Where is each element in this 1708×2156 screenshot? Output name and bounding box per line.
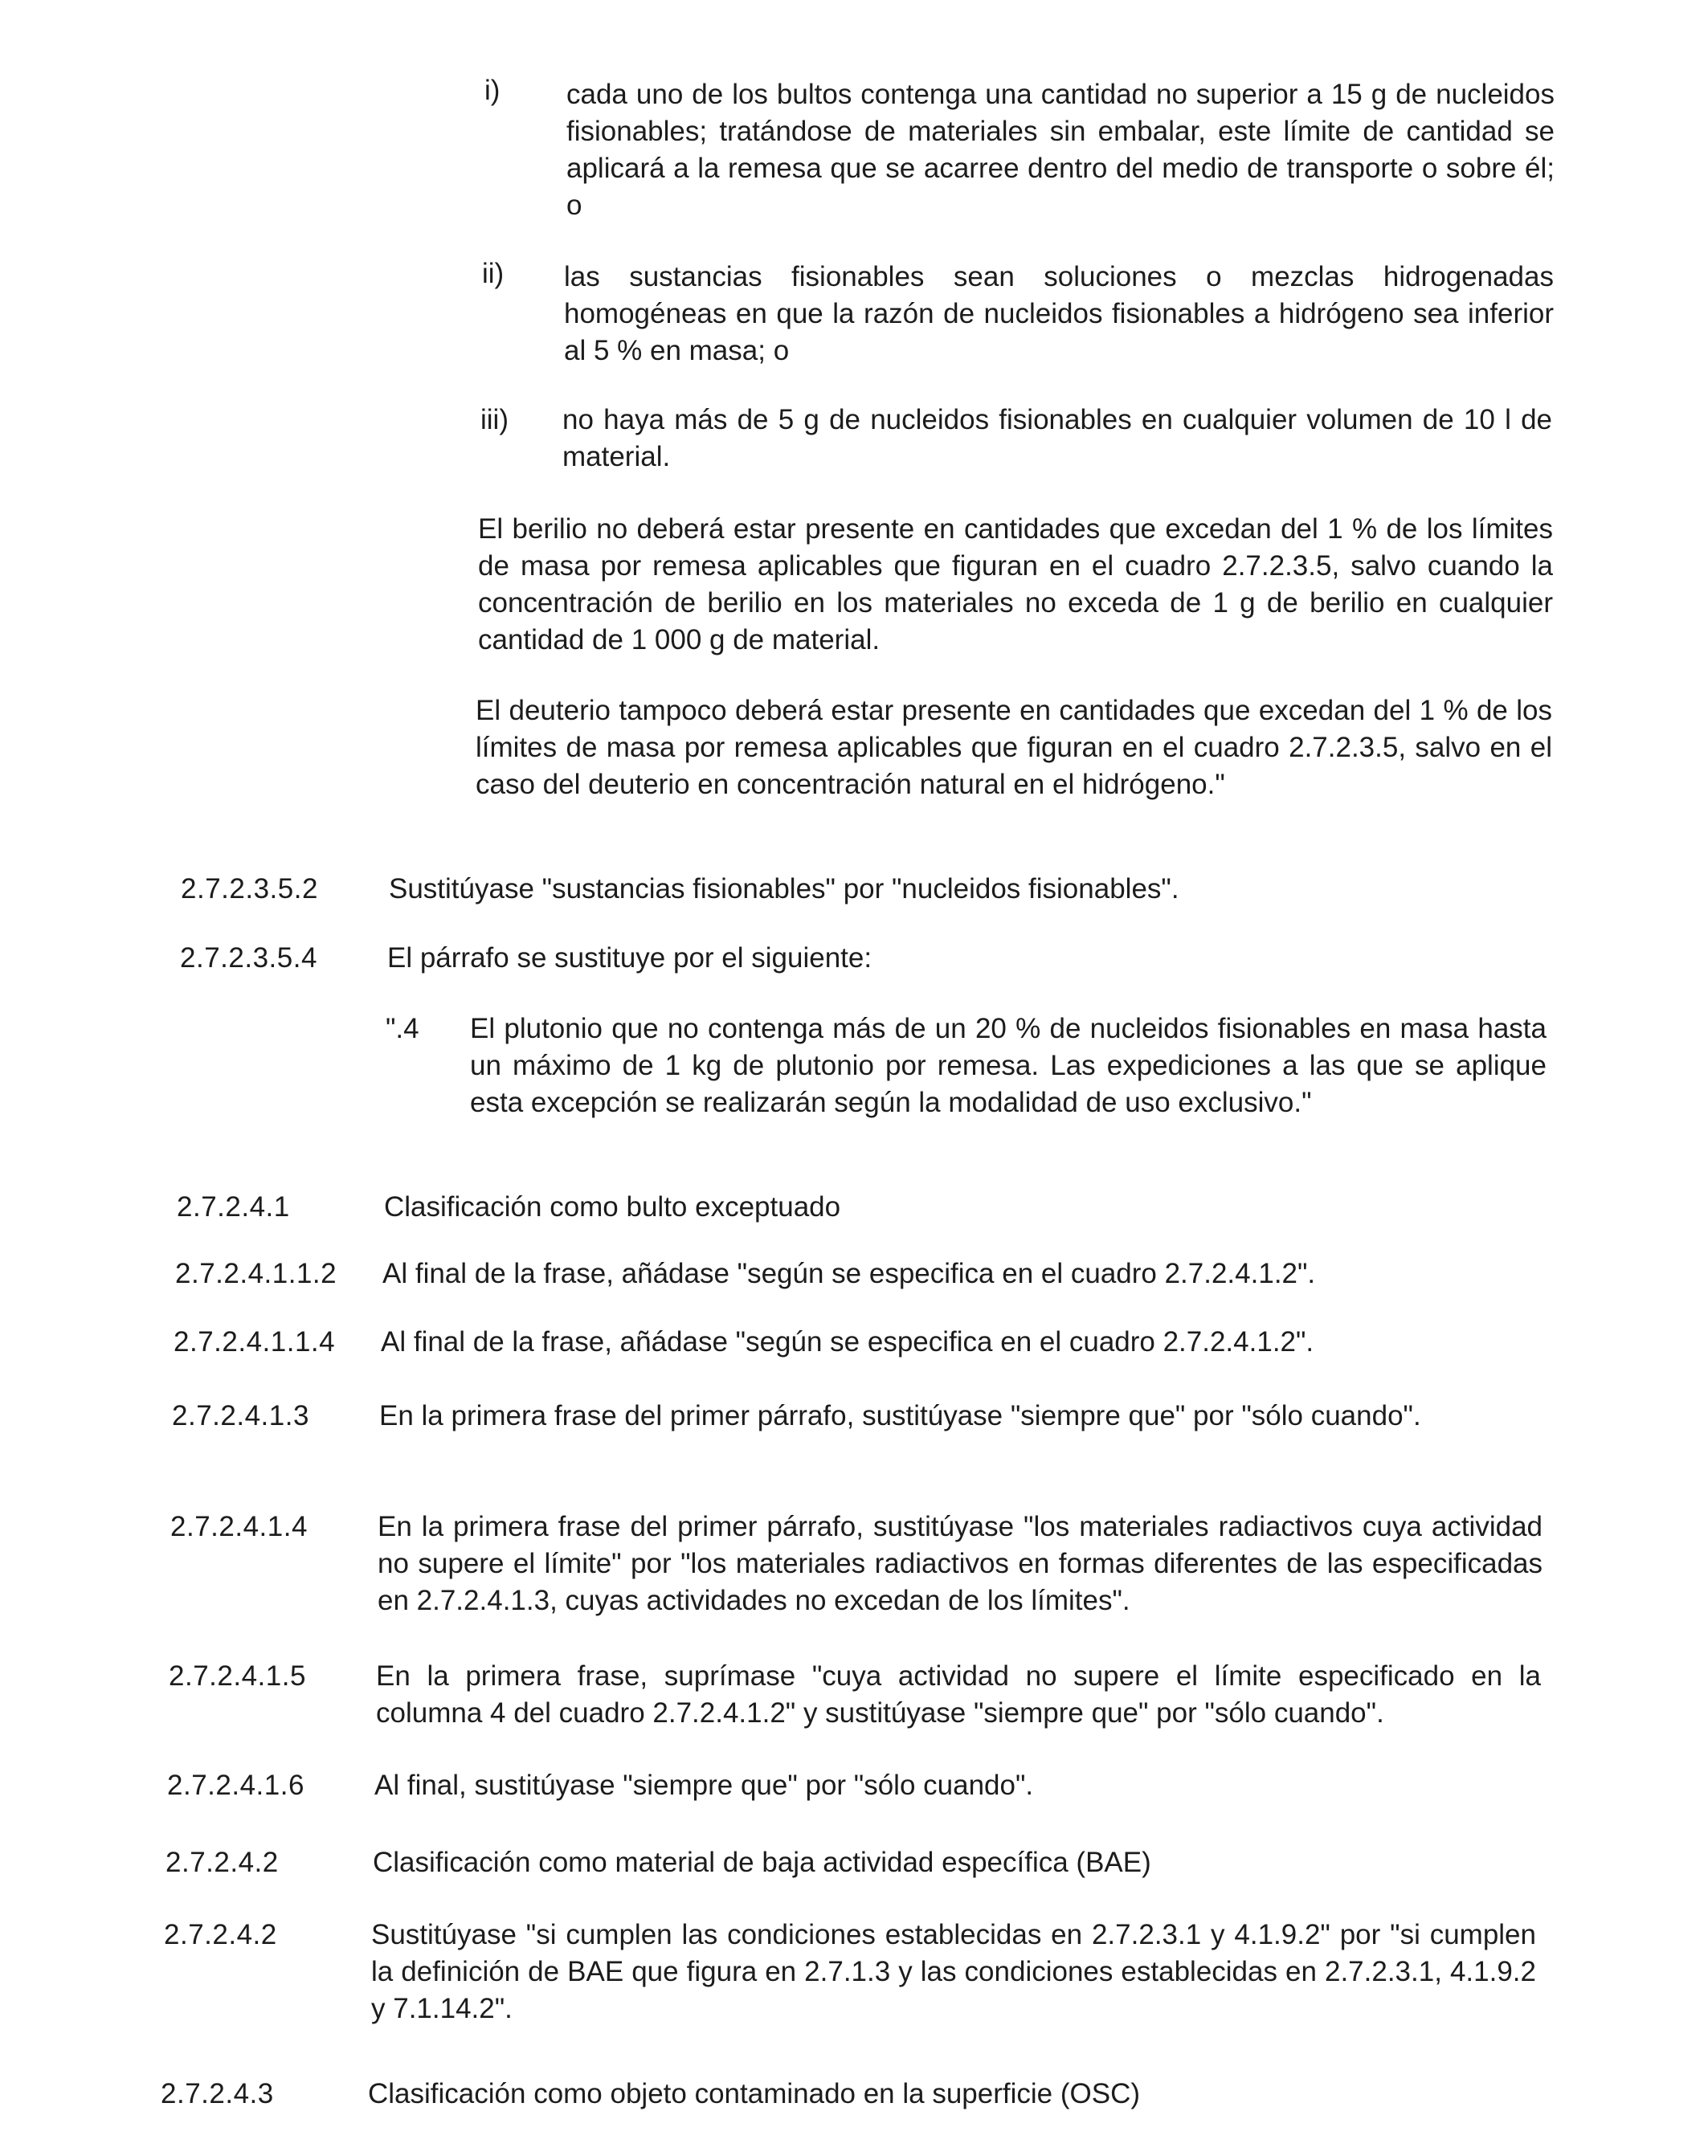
section-number: 2.7.2.4.1.1.2 bbox=[175, 1258, 337, 1289]
section-text: Al final de la frase, añádase "según se especifica en el cuadro 2.7.2.4.1.2". bbox=[382, 1258, 1316, 1289]
paragraph-deuterio: El deuterio tampoco deberá estar presente en cantidades que excedan del 1 % de los límites de masa por remesa aplicables que figuran en el cuadro 2.7.2.3.5, salvo en el caso del deuterio en concentración natural en el hidrógeno." bbox=[476, 695, 1552, 800]
section-number: 2.7.2.4.2 bbox=[165, 1847, 279, 1878]
subitem-text: cada uno de los bultos contenga una cantidad no superior a 15 g de nucleidos fisionables; tratándose de materiales sin embalar, este límite de cantidad se aplicará a la remesa que se acarree dentro del medio de transporte o sobre él; o bbox=[566, 79, 1555, 221]
section-text: En la primera frase del primer párrafo, sustitúyase "los materiales radiactivos cuya actividad no supere el límite" por "los materiales radiactivos en formas diferentes de las especificadas en 2.7.2.4.1.3, cuyas actividades no excedan de los límites". bbox=[378, 1511, 1543, 1616]
section-number: 2.7.2.4.2 bbox=[164, 1919, 277, 1950]
section-text: El párrafo se sustituye por el siguiente: bbox=[387, 942, 872, 974]
section-number: 2.7.2.4.1.4 bbox=[170, 1511, 308, 1542]
paragraph-berilio: El berilio no deberá estar presente en cantidades que excedan del 1 % de los límites de masa por remesa aplicables que figuran en el cuadro 2.7.2.3.5, salvo cuando la concentración de berilio en los materiales no exceda de 1 g de berilio en cualquier cantidad de 1 000 g de material. bbox=[478, 513, 1553, 655]
section-number: 2.7.2.3.5.2 bbox=[181, 873, 318, 904]
subitem-text: no haya más de 5 g de nucleidos fisionables en cualquier volumen de 10 l de material. bbox=[562, 404, 1552, 472]
quote-text: El plutonio que no contenga más de un 20 % de nucleidos fisionables en masa hasta un máximo de 1 kg de plutonio por remesa. Las expediciones a las que se aplique esta excepción se realizarán según la modalidad de uso exclusivo." bbox=[470, 1013, 1547, 1118]
section-text: Sustitúyase "sustancias fisionables" por "nucleidos fisionables". bbox=[389, 873, 1179, 904]
subitem-label: iii) bbox=[480, 404, 509, 435]
section-number: 2.7.2.4.1.6 bbox=[167, 1770, 304, 1801]
section-text: Clasificación como objeto contaminado en la superficie (OSC) bbox=[368, 2078, 1141, 2109]
section-number: 2.7.2.4.1.3 bbox=[172, 1400, 309, 1431]
section-text: En la primera frase, suprímase "cuya actividad no supere el límite especificado en la columna 4 del cuadro 2.7.2.4.1.2" y sustitúyase "siempre que" por "sólo cuando". bbox=[376, 1660, 1541, 1729]
subitem-label: i) bbox=[484, 75, 501, 106]
section-number: 2.7.2.4.1.1.4 bbox=[174, 1326, 336, 1358]
section-number: 2.7.2.4.1.5 bbox=[169, 1660, 306, 1692]
section-text: Clasificación como material de baja actividad específica (BAE) bbox=[373, 1847, 1151, 1878]
subitem-text: las sustancias fisionables sean soluciones o mezclas hidrogenadas homogéneas en que la razón de nucleidos fisionables a hidrógeno sea inferior al 5 % en masa; o bbox=[564, 261, 1554, 366]
section-number: 2.7.2.3.5.4 bbox=[180, 942, 317, 974]
quote-label: ".4 bbox=[386, 1013, 419, 1044]
section-number: 2.7.2.4.1 bbox=[177, 1191, 290, 1223]
section-number: 2.7.2.4.3 bbox=[161, 2078, 274, 2109]
section-text: Sustitúyase "si cumplen las condiciones establecidas en 2.7.2.3.1 y 4.1.9.2" por "si cumplen la definición de BAE que figura en 2.7.1.3 y las condiciones establecidas en 2.7.2.3.1, 4.1.9.2 y 7.1.14.2". bbox=[371, 1919, 1536, 2024]
section-text: Al final, sustitúyase "siempre que" por "sólo cuando". bbox=[374, 1770, 1034, 1801]
subitem-label: ii) bbox=[482, 258, 505, 289]
section-text: Clasificación como bulto exceptuado bbox=[384, 1191, 841, 1223]
section-text: Al final de la frase, añádase "según se especifica en el cuadro 2.7.2.4.1.2". bbox=[381, 1326, 1314, 1358]
section-text: En la primera frase del primer párrafo, sustitúyase "siempre que" por "sólo cuando". bbox=[379, 1400, 1421, 1431]
